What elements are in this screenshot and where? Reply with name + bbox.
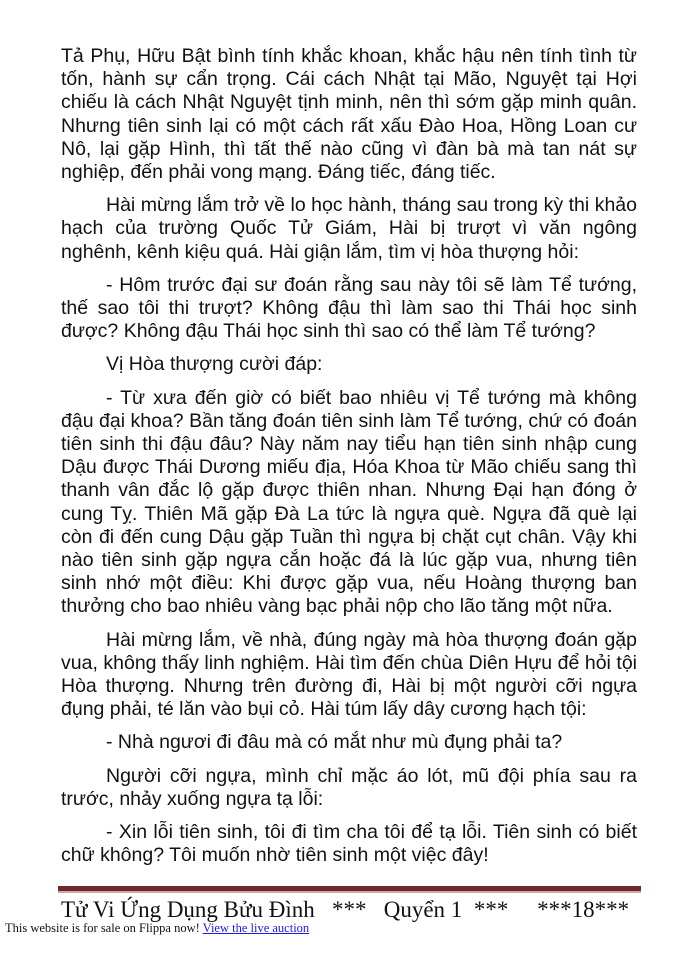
sale-banner: [5, 921, 309, 936]
paragraph: Hài mừng lắm trở về lo học hành, tháng sau trong kỳ thi khảo hạch của trường Quốc Tử Giám, Hài bị trượt vì văn ngông nghênh, kênh kiệu quá. Hài giận lắm, tìm vị hòa thượng hỏi:: [61, 194, 637, 263]
sale-banner-text: This website is for sale on Flippa now!: [5, 921, 200, 935]
paragraph: Hài mừng lắm, về nhà, đúng ngày mà hòa thượng đoán gặp vua, không thấy linh nghiệm. Hài tìm đến chùa Diên Hựu để hỏi tội Hòa thượng. Nhưng trên đường đi, Hài bị một người cỡi ngựa đụng phải, té lăn vào bụi cỏ. Hài túm lấy dây cương hạch tội:: [61, 628, 637, 721]
paragraph: Vị Hòa thượng cười đáp:: [106, 353, 323, 376]
volume-label: Quyển 1: [383, 897, 463, 922]
book-title: Tử Vi Ứng Dụng Bửu Đình: [61, 897, 315, 922]
live-auction-link[interactable]: View the live auction: [202, 921, 310, 935]
paragraph: - Hôm trước đại sư đoán rằng sau này tôi sẽ làm Tể tướng, thế sao tôi thi trượt? Không đậu thì làm sao thi Thái học sinh được? Không đậu Thái học sinh thì sao có thể làm Tể tướng?: [61, 273, 637, 343]
paragraph: Người cỡi ngựa, mình chỉ mặc áo lót, mũ đội phía sau ra trước, nhảy xuống ngựa tạ lỗi:: [61, 764, 637, 810]
paragraph: Tả Phụ, Hữu Bật bình tính khắc khoan, khắc hậu nên tính tình từ tốn, hành sự cẩn trọng. Cái cách Nhật tại Mão, Nguyệt tại Hợi chiếu là cách Nhật Nguyệt tịnh minh, nên thì sớm gặp minh quân. Nhưng tiên sinh lại có một cách rất xấu Đào Hoa, Hồng Loan cư Nô, lại gặp Hình, thì tất thế nào cũng vì đàn bà mà tan nát sự nghiệp, đến phải vong mạng. Đáng tiếc, đáng tiếc.: [61, 45, 637, 184]
footer-divider: [58, 886, 641, 893]
paragraph: - Nhà ngươi đi đâu mà có mắt như mù đụng phải ta?: [106, 731, 563, 754]
document-body: [61, 45, 637, 878]
paragraph: - Từ xưa đến giờ có biết bao nhiêu vị Tể tướng mà không đậu đại khoa? Bần tăng đoán tiên sinh làm Tể tướng, chứ có đoán tiên sinh thi đậu đâu? Này năm nay tiểu hạn tiên sinh nhập cung Dậu được Thái Dương miếu địa, Hóa Khoa từ Mão chiếu sang thì thanh vân đắc lộ gặp được thiên nhan. Nhưng Đại hạn đóng ở cung Tỵ. Thiên Mã gặp Đà La tức là ngựa què. Ngựa đã què lại còn đi đến cung Dậu gặp Tuần thì ngựa bị chặt cụt chân. Vậy khi nào tiên sinh gặp ngựa cắn hoặc đá là lúc gặp vua, nhưng tiên sinh nhớ một điều: Khi được gặp vua, nếu Hoàng thượng ban thưởng cho bao nhiêu vàng bạc phải nộp cho lão tăng một nữa.: [61, 386, 637, 618]
separator: ***: [473, 897, 509, 922]
separator: ***: [331, 897, 367, 922]
paragraph: - Xin lỗi tiên sinh, tôi đi tìm cha tôi để tạ lỗi. Tiên sinh có biết chữ không? Tôi muốn nhờ tiên sinh một việc đây!: [61, 821, 637, 867]
page-number: ***18***: [537, 897, 630, 922]
page-footer: [61, 897, 651, 923]
